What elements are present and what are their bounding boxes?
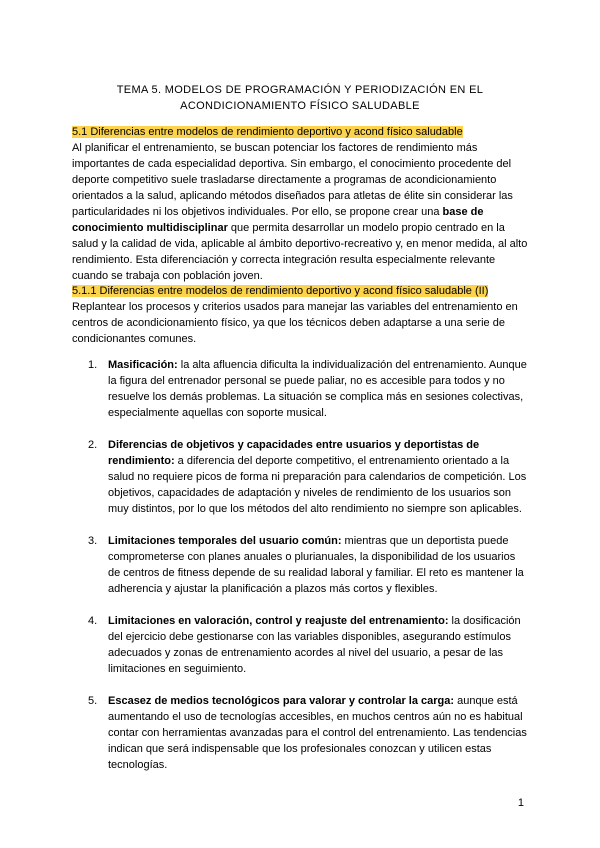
list-item-title: Masificación: [108,359,178,371]
list-item-number: 4. [88,615,98,627]
list-item [72,357,530,421]
section-heading-5-1 [72,124,463,140]
list-item-number: 3. [88,535,98,547]
section-5-1-paragraph [72,140,530,284]
list-item-text: mientras que un deportista puede comprometerse con planes anuales o plurianuales, la disponibilidad de los usuarios de centros de fitness depende de su realidad laboral y familiar. El reto es mantener la adherencia y ajustar la planificación a plazos más cortos y flexibles. [108,535,524,595]
paragraph-text-b: que permita desarrollar un modelo propio centrado en la salud y la calidad de vida, aplicable al ámbito deportivo-recreativo y, en menor medida, al alto rendimiento. Esta diferenciación y correcta integración resulta especialmente relevante cuando se trabaja con población joven. [72,222,528,282]
list-item-text: la dosificación del ejercicio debe gestionarse con las variables disponibles, asegurando estímulos adecuados y zonas de entrenamiento acordes al nivel del usuario, a pesar de las limitaciones en seguimiento. [108,615,521,675]
highlighted-heading-text: 5.1 Diferencias entre modelos de rendimiento deportivo y acond físico saludable [72,126,463,138]
list-item-number: 5. [88,695,98,707]
list-item-title: Limitaciones temporales del usuario común: [108,535,342,547]
list-item-title: Escasez de medios tecnológicos para valorar y controlar la carga: [108,695,455,707]
conditions-list [72,357,530,789]
paragraph-bold-text: base de conocimiento multidisciplinar [72,206,484,234]
document-title: TEMA 5. MODELOS DE PROGRAMACIÓN Y PERIODIZACIÓN EN EL ACONDICIONAMIENTO FÍSICO SALUDABLE [116,84,484,112]
list-item [72,533,530,597]
list-item [72,437,530,517]
section-heading-5-1-1 [72,283,488,299]
paragraph-text-a: Al planificar el entrenamiento, se buscan potenciar los factores de rendimiento más importantes de cada especialidad deportiva. Sin embargo, el conocimiento procedente del deporte competitivo suele trasladarse directamente a programas de acondicionamiento orientados a la salud, aplicando métodos diseñados para atletas de élite sin considerar las particularidades ni los objetivos individuales. Por ello, se propone crear una [72,142,513,218]
list-item-number: 1. [88,359,98,371]
page-number: 1 [517,797,524,809]
list-item-text: a diferencia del deporte competitivo, el entrenamiento orientado a la salud no requiere picos de forma ni preparación para calendarios de competición. Los objetivos, capacidades de adaptación y niveles de rendimiento de los usuarios son muy distintos, por lo que los métodos del alto rendimiento no siempre son aplicables. [108,455,527,515]
list-item [72,613,530,677]
list-item-title: Limitaciones en valoración, control y reajuste del entrenamiento: [108,615,449,627]
list-item-text: la alta afluencia dificulta la individualización del entrenamiento. Aunque la figura del entrenador personal se puede paliar, no es accesible para todos y no resuelve los demás problemas. La situación se complica más en sesiones colectivas, especialmente aquellas con soporte musical. [108,359,527,419]
list-item-text: aunque está aumentando el uso de tecnologías accesibles, en muchos centros aún no es habitual contar con herramientas avanzadas para el control del entrenamiento. Las tendencias indican que será indispensable que los profesionales conozcan y utilicen estas tecnologías. [108,695,527,771]
list-item-number: 2. [88,439,98,451]
list-item-title: Diferencias de objetivos y capacidades entre usuarios y deportistas de rendimiento: [108,439,480,467]
highlighted-heading-text: 5.1.1 Diferencias entre modelos de rendimiento deportivo y acond físico saludable (II) [72,285,489,297]
list-item [72,693,530,773]
section-5-1-1-intro: Replantear los procesos y criterios usados para manejar las variables del entrenamiento en centros de acondicionamiento físico, ya que los técnicos deben adaptarse a una serie de condicionantes comunes. [72,301,518,345]
